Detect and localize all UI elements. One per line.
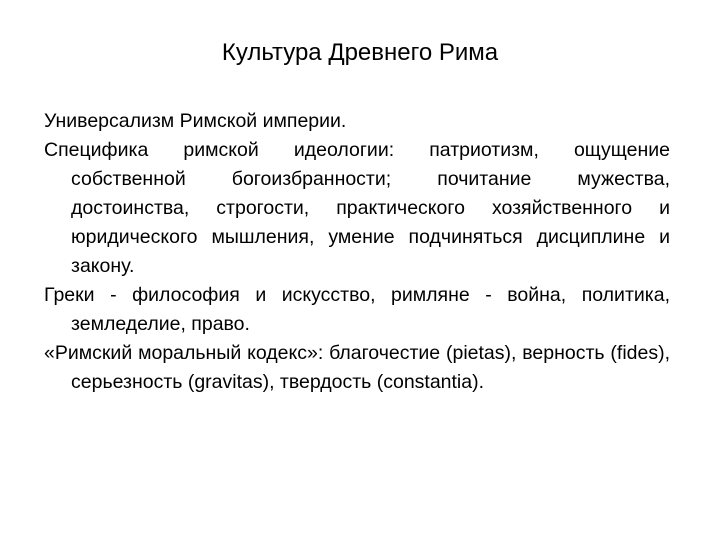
paragraph-universalism: Универсализм Римской империи. — [44, 110, 347, 132]
slide-title: Культура Древнего Рима — [221, 39, 499, 66]
slide-body — [44, 107, 670, 397]
paragraph-ideology: Специфика римской идеологии: патриотизм, ощущение собственной богоизбранности; почитание мужества, достоинства, строгости, практического хозяйственного и юридического мышления, умение подчиняться дисциплине и закону. — [44, 139, 670, 277]
paragraph-greeks-romans: Греки - философия и искусство, римляне - война, политика, земледелие, право. — [44, 284, 670, 335]
paragraph-moral-code: «Римский моральный кодекс»: благочестие (pietas), верность (fides), серьезность (gravitas), твердость (constantia). — [44, 342, 670, 393]
